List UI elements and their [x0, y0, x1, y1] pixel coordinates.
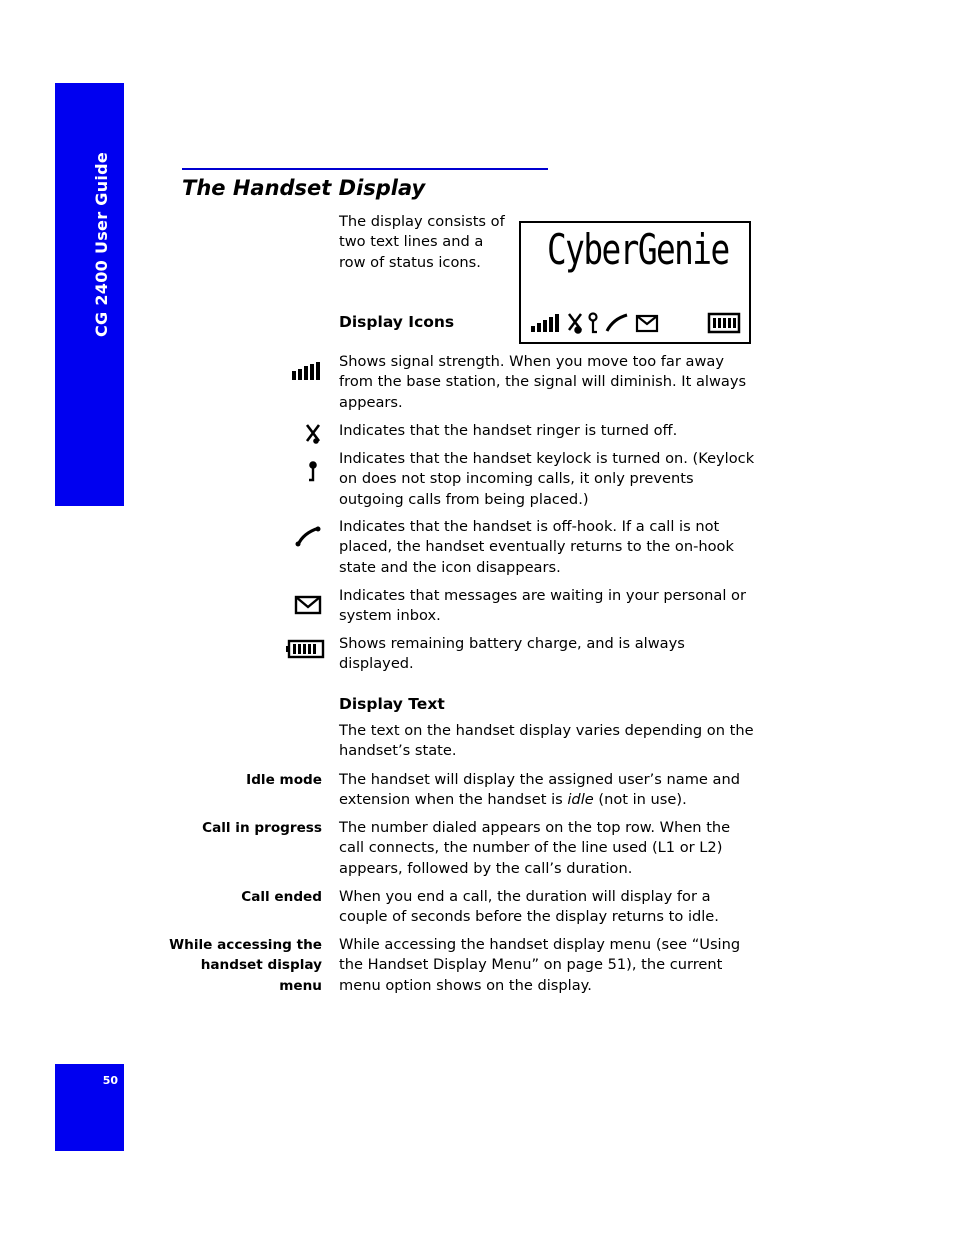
lcd-keylock-icon: [590, 314, 598, 333]
title-rule: [182, 168, 548, 170]
lcd-message-icon: [637, 316, 657, 331]
section-title: The Handset Display: [182, 176, 426, 200]
handset-lcd-illustration: [519, 221, 751, 344]
signal-strength-icon: [285, 360, 325, 384]
icon-desc-message: Indicates that messages are waiting in your personal or system inbox.: [339, 587, 746, 625]
display-icons-heading: Display Icons: [339, 313, 455, 331]
icon-desc-keylock: Indicates that the handset keylock is turned on. (Keylock on does not stop incoming calls, it only prevents outgoing calls from being placed.): [339, 450, 755, 508]
lcd-signal-icon: [531, 314, 559, 332]
lcd-status-icons: [531, 311, 741, 335]
desc-while-accessing-menu: While accessing the handset display menu (see “Using the Handset Display Menu” on page 51), the current menu option shows on the display.: [339, 936, 741, 994]
term-call-ended: Call ended: [241, 889, 322, 905]
off-hook-icon: [285, 525, 325, 549]
lcd-ringer-off-icon: [569, 314, 581, 333]
icon-desc-battery: Shows remaining battery charge, and is always displayed.: [339, 635, 685, 673]
icon-desc-signal: Shows signal strength. When you move too far away from the base station, the signal will diminish. It always appears.: [339, 353, 747, 411]
term-call-in-progress: Call in progress: [202, 820, 322, 836]
desc-call-ended: When you end a call, the duration will display for a couple of seconds before the display returns to idle.: [339, 888, 719, 926]
page-number: 50: [102, 1074, 118, 1087]
desc-idle-mode: The handset will display the assigned user’s name and extension when the handset is idle (not in use).: [339, 771, 741, 809]
display-text-heading: Display Text: [339, 695, 445, 713]
intro-paragraph: The display consists of two text lines and a row of status icons.: [339, 213, 505, 271]
desc-call-in-progress: The number dialed appears on the top row. When the call connects, the number of the line used (L1 or L2) appears, followed by the call’s duration.: [339, 819, 731, 877]
ringer-off-icon: [285, 422, 325, 446]
sidebar-tab: [55, 83, 124, 506]
page-number-tab: [55, 1064, 124, 1151]
lcd-battery-icon: [709, 314, 739, 332]
display-text-intro: The text on the handset display varies depending on the handset’s state.: [339, 722, 754, 760]
lcd-text: CyberGenie: [547, 225, 729, 274]
icon-desc-ringer: Indicates that the handset ringer is turned off.: [339, 422, 678, 439]
lcd-off-hook-icon: [607, 315, 627, 331]
sidebar-guide-title: CG 2400 User Guide: [92, 151, 111, 337]
keylock-icon: [285, 459, 325, 483]
term-idle-mode: Idle mode: [246, 772, 322, 788]
message-waiting-icon: [285, 593, 325, 617]
battery-icon: [285, 637, 325, 661]
icon-desc-off-hook: Indicates that the handset is off-hook. If a call is not placed, the handset eventually returns to the on-hook state and the icon disappears.: [339, 518, 734, 576]
term-while-accessing-menu: While accessing the handset display menu: [169, 937, 322, 994]
